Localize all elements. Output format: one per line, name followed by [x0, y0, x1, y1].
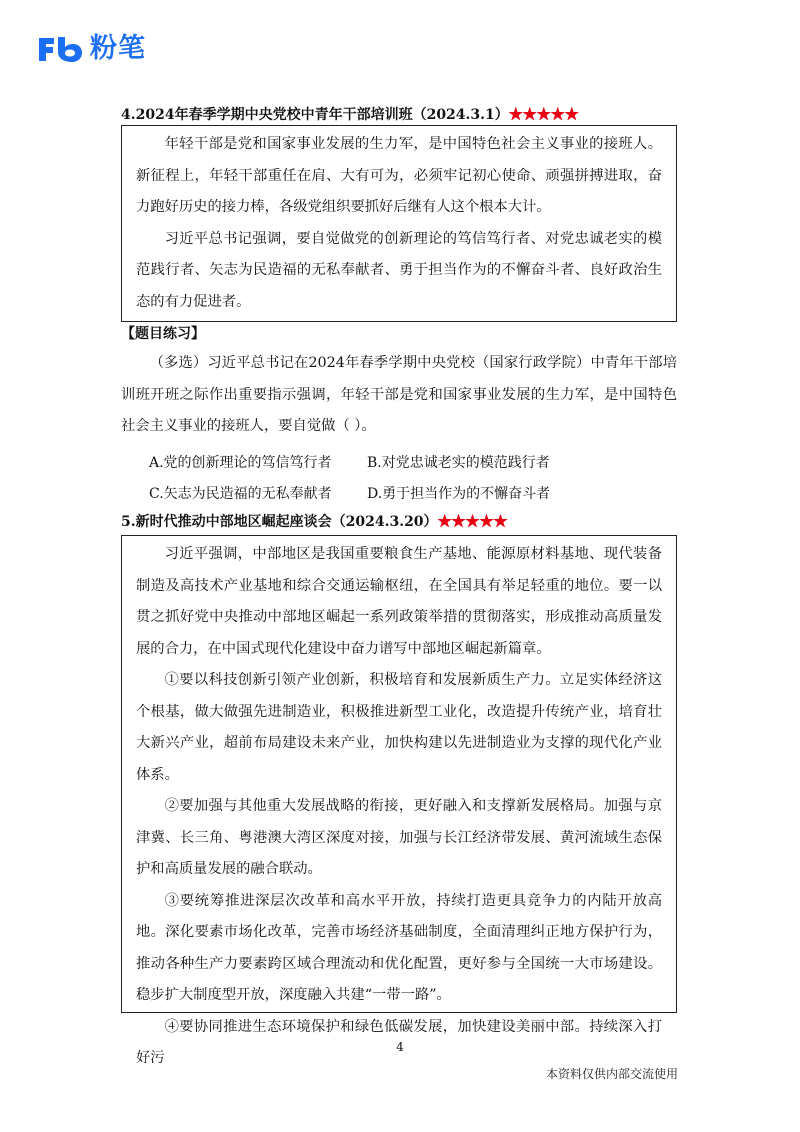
- practice-title: 【题目练习】: [121, 326, 205, 342]
- section-5-title: 5.新时代推动中部地区崛起座谈会（2024.3.20）: [121, 514, 438, 530]
- question-text: （多选）习近平总书记在2024年春季学期中央党校（国家行政学院）中青年干部培训班开班之际作出重要指示强调，年轻干部是党和国家事业发展的生力军，是中国特色社会主义事业的接班人，要自觉做（ ）。: [121, 355, 677, 434]
- paragraph: ①要以科技创新引领产业创新，积极培育和发展新质生产力。立足实体经济这个根基，做大做强先进制造业，积极推进新型工业化，改造提升传统产业，培育壮大新兴产业，超前布局建设未来产业，加快构建以先进制造业为支撑的现代化产业体系。: [136, 672, 662, 783]
- page-number: 4: [396, 1040, 404, 1054]
- section-5-heading: [121, 511, 508, 533]
- section-4-content-box: [121, 125, 677, 322]
- option-b: B.对党忠诚老实的模范践行者: [367, 454, 550, 471]
- option-c: C.矢志为民造福的无私奉献者: [149, 485, 332, 502]
- brand-name: 粉笔: [90, 33, 146, 64]
- fenbi-logo-icon: [36, 34, 84, 64]
- paragraph: 习近平强调，中部地区是我国重要粮食生产基地、能源原材料基地、现代装备制造及高技术产业基地和综合交通运输枢纽，在全国具有举足轻重的地位。要一以贯之抓好党中央推动中部地区崛起一系列政策举措的贯彻落实，形成推动高质量发展的合力，在中国式现代化建设中奋力谱写中部地区崛起新篇章。: [136, 546, 662, 657]
- paragraph: 习近平总书记强调，要自觉做党的创新理论的笃信笃行者、对党忠诚老实的模范践行者、矢志为民造福的无私奉献者、勇于担当作为的不懈奋斗者、良好政治生态的有力促进者。: [136, 230, 662, 310]
- brand-logo: [36, 34, 146, 64]
- paragraph: ④要协同推进生态环境保护和绿色低碳发展，加快建设美丽中部。持续深入打好污: [136, 1018, 662, 1066]
- section-4-title: 4.2024年春季学期中央党校中青年干部培训班（2024.3.1）: [121, 107, 509, 123]
- paragraph: ③要统筹推进深层次改革和高水平开放，持续打造更具竞争力的内陆开放高地。深化要素市场化改革，完善市场经济基础制度，全面清理纠正地方保护行为，推动各种生产力要素跨区域合理流动和优化配置，更好参与全国统一大市场建设。稳步扩大制度型开放，深度融入共建“一带一路”。: [136, 892, 662, 1003]
- rating-stars: ★★★★★: [437, 514, 508, 530]
- rating-stars: ★★★★★: [508, 107, 579, 123]
- footer-note: 本资料仅供内部交流使用: [545, 1067, 678, 1081]
- answer-options: [149, 446, 585, 508]
- section-4-heading: [121, 104, 579, 126]
- practice-question: [121, 348, 677, 443]
- paragraph: ②要加强与其他重大发展战略的衔接，更好融入和支撑新发展格局。加强与京津冀、长三角、粤港澳大湾区深度对接，加强与长江经济带发展、黄河流域生态保护和高质量发展的融合联动。: [136, 798, 662, 877]
- option-d: D.勇于担当作为的不懈奋斗者: [367, 485, 551, 502]
- section-5-content-box: [121, 535, 677, 1066]
- option-a: A.党的创新理论的笃信笃行者: [149, 454, 332, 471]
- paragraph: 年轻干部是党和国家事业发展的生力军，是中国特色社会主义事业的接班人。新征程上，年轻干部重任在肩、大有可为，必须牢记初心使命、顽强拼搏进取，奋力跑好历史的接力棒，各级党组织要抓好后继有人这个根本大计。: [136, 136, 662, 215]
